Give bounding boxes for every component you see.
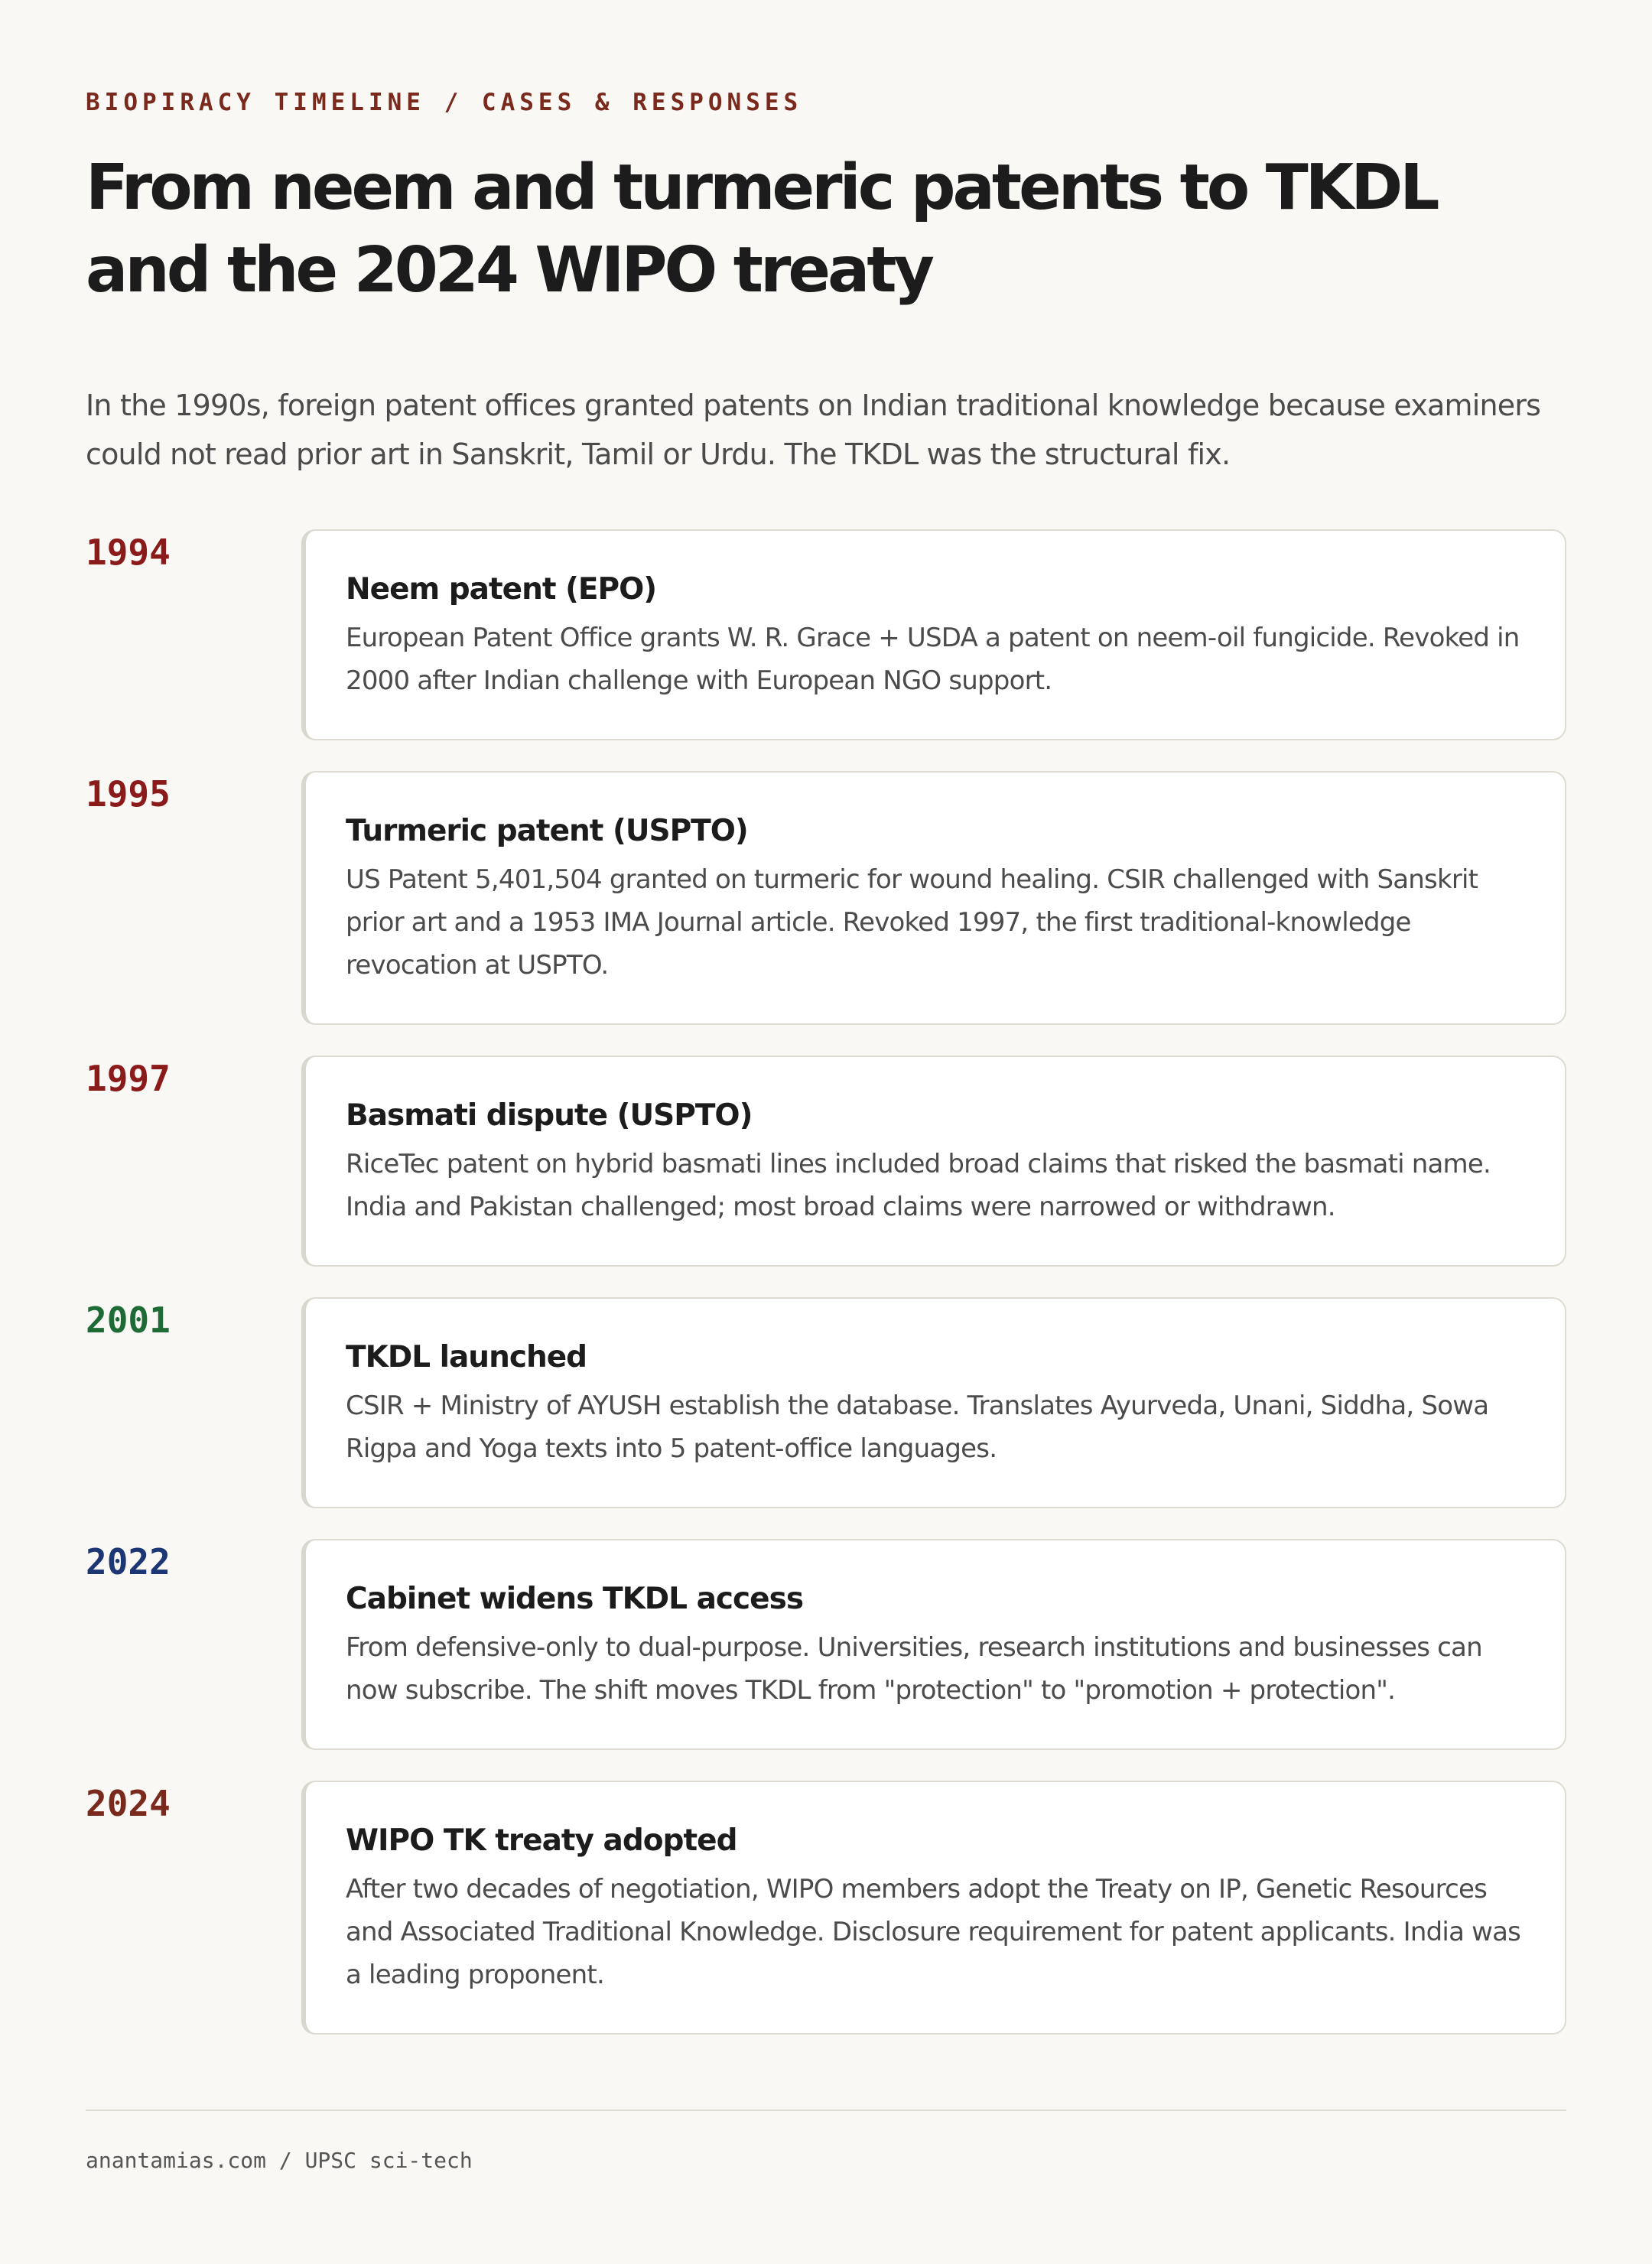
event-title: Neem patent (EPO)	[346, 572, 657, 607]
event-year: 1997	[86, 1058, 171, 1099]
event-card	[301, 1056, 1566, 1267]
event-title: TKDL launched	[346, 1340, 587, 1374]
event-title: Basmati dispute (USPTO)	[346, 1098, 753, 1133]
event-card	[301, 1539, 1566, 1750]
event-year: 2024	[86, 1783, 171, 1824]
event-description: After two decades of negotiation, WIPO members adopt the Treaty on IP, Genetic Resources and Associated Traditional Knowledge. Disclosure requirement for patent applicants. India was a leading proponent.	[346, 1874, 1521, 1990]
event-card	[301, 771, 1566, 1025]
event-title: WIPO TK treaty adopted	[346, 1823, 737, 1858]
event-card	[301, 1781, 1566, 2035]
event-description: US Patent 5,401,504 granted on turmeric for wound healing. CSIR challenged with Sanskrit prior art and a 1953 IMA Journal article. Revoked 1997, the first traditional-knowledge revocation at USPTO.	[346, 864, 1478, 981]
event-description: From defensive-only to dual-purpose. Universities, research institutions and businesses can now subscribe. The shift moves TKDL from "protection" to "promotion + protection".	[346, 1632, 1482, 1706]
event-year: 1994	[86, 532, 171, 573]
event-year: 2001	[86, 1300, 171, 1341]
event-title: Turmeric patent (USPTO)	[346, 814, 748, 848]
event-card	[301, 1297, 1566, 1508]
event-description: CSIR + Ministry of AYUSH establish the database. Translates Ayurveda, Unani, Siddha, Sowa Rigpa and Yoga texts into 5 patent-office languages.	[346, 1391, 1489, 1464]
event-year: 2022	[86, 1541, 171, 1583]
intro-paragraph: In the 1990s, foreign patent offices granted patents on Indian traditional knowledge because examiners could not read prior art in Sanskrit, Tamil or Urdu. The TKDL was the structural fix.	[86, 389, 1541, 471]
event-card	[301, 529, 1566, 740]
event-title: Cabinet widens TKDL access	[346, 1582, 804, 1616]
section-eyebrow: BIOPIRACY TIMELINE / CASES & RESPONSES	[86, 89, 803, 116]
event-year: 1995	[86, 773, 171, 815]
footer-divider	[86, 2109, 1566, 2111]
event-description: RiceTec patent on hybrid basmati lines included broad claims that risked the basmati name. India and Pakistan challenged; most broad claims were narrowed or withdrawn.	[346, 1149, 1491, 1222]
event-description: European Patent Office grants W. R. Grace + USDA a patent on neem-oil fungicide. Revoked in 2000 after Indian challenge with European NGO support.	[346, 623, 1520, 696]
footer-credit: anantamias.com / UPSC sci-tech	[86, 2148, 473, 2173]
page-title: From neem and turmeric patents to TKDL and the 2024 WIPO treaty	[86, 151, 1437, 307]
